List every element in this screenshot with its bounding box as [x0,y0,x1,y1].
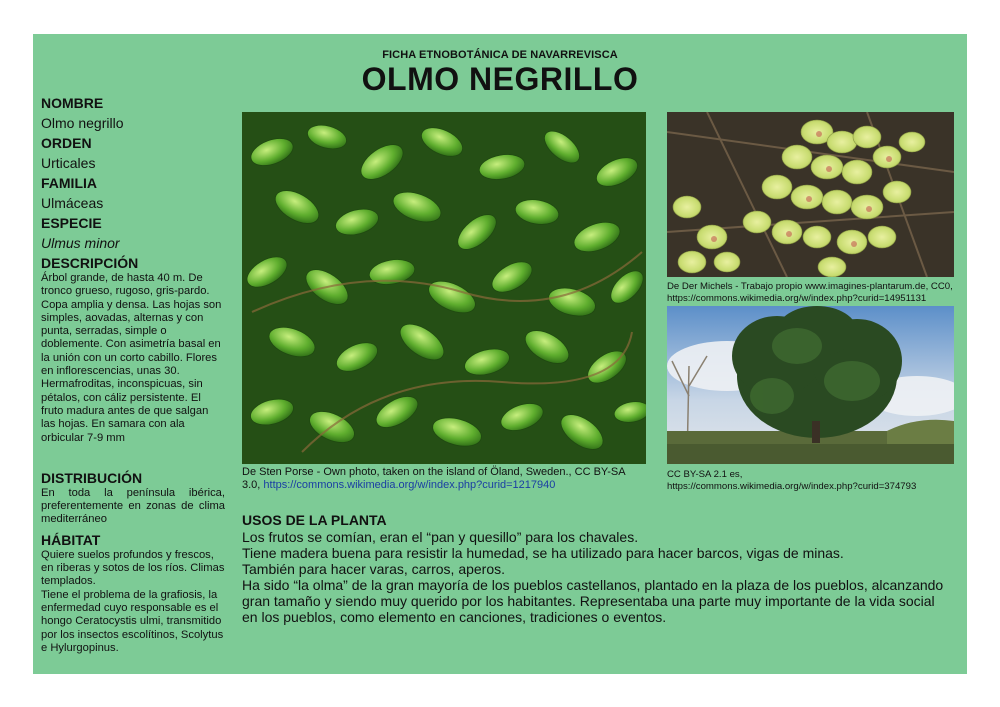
tree-image [667,306,954,464]
leaves-photo-caption [242,466,646,492]
tree-photo [667,306,954,464]
especie-value: Ulmus minor [41,235,120,251]
orden-heading: ORDEN [41,135,92,151]
habitat-text-2: Tiene el problema de la grafiosis, la enfermedad cuyo responsable es el hongo Ceratocystis ulmi, transmitido por los insectos escolítinos, Scolytus e Hylurgopinus. [41,588,224,654]
fact-sheet [33,34,967,674]
descripcion-text: Árbol grande, de hasta 40 m. De tronco grueso, rugoso, gris-pardo. Copa amplia y densa. Las hojas son simples, aovadas, alternas y con punta, serradas, simple o doblemente. Con asimetría basal en la unión con un corto cabillo. Flores en inflorescencias, unas 30. Hermafroditas, inconspicuas, sin pétalos, con cáliz persistente. El fruto madura antes de que salgan las hojas. En samara con ala orbicular 7-9 mm [41,272,222,444]
uses-line-4: Ha sido “la olma” de la gran mayoría de los pueblos castellanos, plantado en la plaza de los pueblos, alcanzando gran tamaño y siendo muy querido por los habitantes. Representaba una parte muy importante de la vida social en los pueblos, como elemento en canciones, tradiciones o eventos. [242,577,944,625]
uses-line-1: Los frutos se comían, eran el “pan y quesillo” para los chavales. [242,529,639,545]
tree-caption-line-1: CC BY-SA 2.1 es, [667,469,743,480]
leaves-caption-text: De Sten Porse - Own photo, taken on the island of Öland, Sweden., CC BY-SA 3.0, [242,466,625,491]
habitat-heading: HÁBITAT [41,531,101,548]
uses-line-2: Tiene madera buena para resistir la humedad, se ha utilizado para hacer barcos, vigas de minas. [242,545,844,561]
leaves-caption-link[interactable]: https://commons.wikimedia.org/w/index.php?curid=1217940 [263,479,556,491]
distribucion-text: En toda la península ibérica, preferentemente en zonas de clima mediterráneo [41,486,225,526]
distribucion-heading: DISTRIBUCIÓN [41,469,143,486]
habitat-text-1: Quiere suelos profundos y frescos, en riberas y sotos de los ríos. Climas templados. [41,548,225,588]
uses-section [242,512,954,625]
fruit-image [667,112,954,277]
especie-heading: ESPECIE [41,215,102,231]
fruit-photo [667,112,954,277]
fruit-caption-line-1: De Der Michels - Trabajo propio www.imagines-plantarum.de, CC0, [667,281,953,292]
fruit-caption-line-2: https://commons.wikimedia.org/w/index.php?curid=14951131 [667,293,927,304]
descripcion-heading: DESCRIPCIÓN [41,255,139,271]
leaves-photo [242,112,646,464]
nombre-heading: NOMBRE [41,95,104,111]
leaves-image [242,112,646,464]
familia-value: Ulmáceas [41,195,104,211]
sheet-supertitle: FICHA ETNOBOTÁNICA DE NAVARREVISCA [382,49,618,61]
page-title: OLMO NEGRILLO [361,61,639,97]
uses-heading: USOS DE LA PLANTA [242,512,387,528]
fruit-photo-caption [667,281,957,305]
nombre-value: Olmo negrillo [41,115,124,131]
orden-value: Urticales [41,155,96,171]
tree-photo-caption [667,469,957,493]
uses-line-3: También para hacer varas, carros, aperos. [242,561,506,577]
familia-heading: FAMILIA [41,175,97,191]
tree-caption-line-2: https://commons.wikimedia.org/w/index.php?curid=374793 [667,481,917,492]
taxonomy-sidebar [41,94,225,655]
